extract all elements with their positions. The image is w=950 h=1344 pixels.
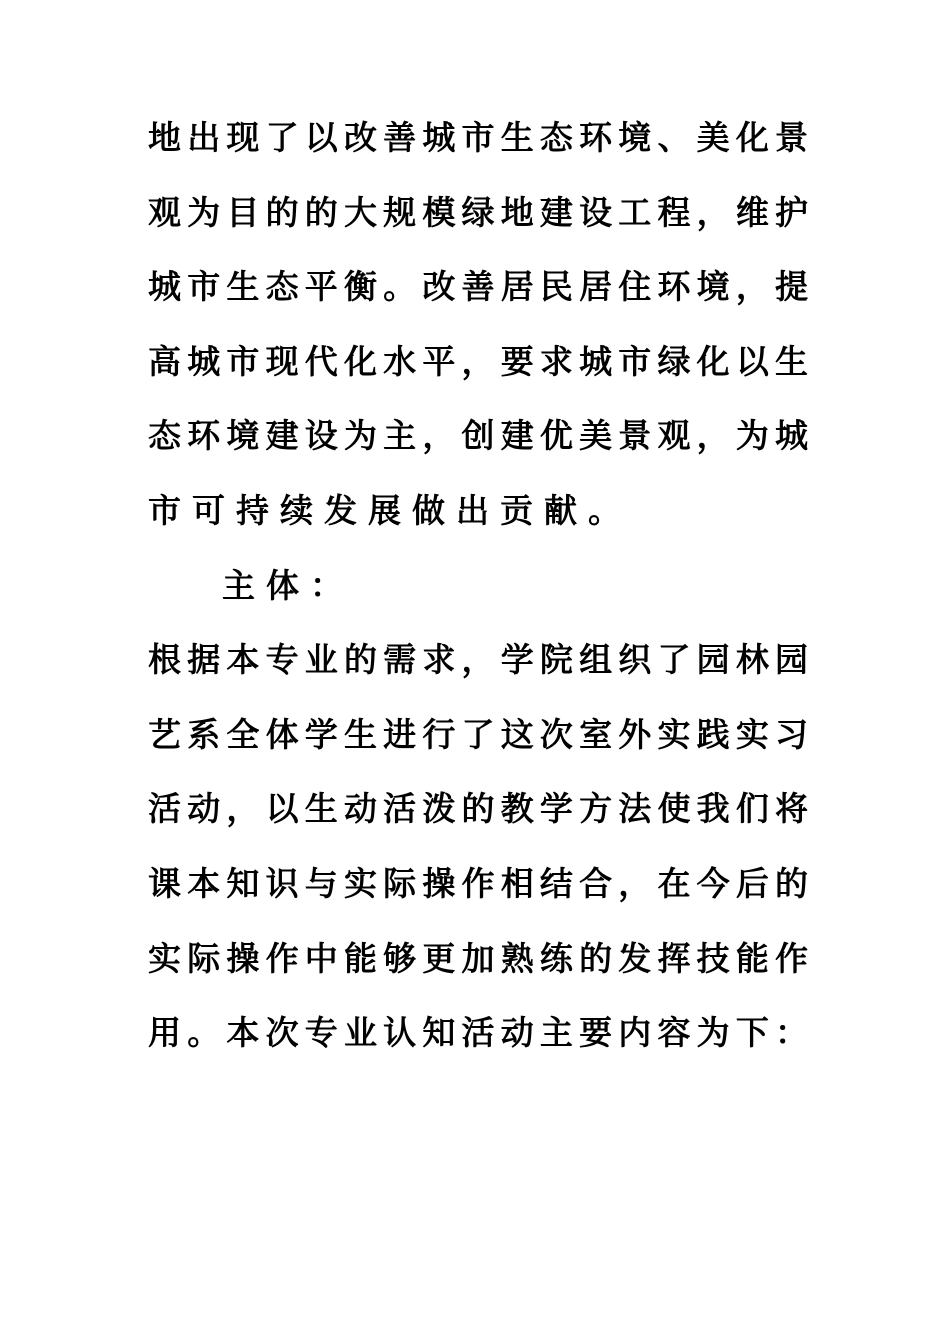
- text-line: 艺 系 全 体 学 生 进 行 了 这 次 室 外 实 践 实 习: [148, 714, 808, 754]
- text-line: 观 为 目 的 的 大 规 模 绿 地 建 设 工 程 ， 维 护: [148, 192, 808, 232]
- text-line: 城 市 生 态 平 衡 。 改 善 居 民 居 住 环 境 ， 提: [148, 267, 808, 307]
- text-line: 态 环 境 建 设 为 主 ， 创 建 优 美 景 观 ， 为 城: [148, 416, 808, 456]
- text-line: 根 据 本 专 业 的 需 求 ， 学 院 组 织 了 园 林 园: [148, 640, 808, 680]
- text-line: 实 际 操 作 中 能 够 更 加 熟 练 的 发 挥 技 能 作: [148, 938, 808, 978]
- text-line: [148, 558, 808, 633]
- text-line: 高 城 市 现 代 化 水 平 ， 要 求 城 市 绿 化 以 生: [148, 341, 808, 381]
- text-line-content: 主体：: [222, 565, 354, 605]
- text-line: 用 。 本 次 专 业 认 知 活 动 主 要 内 容 为 下 ：: [148, 1013, 808, 1053]
- text-line: 课 本 知 识 与 实 际 操 作 相 结 合 ， 在 今 后 的: [148, 863, 808, 903]
- text-line: [148, 483, 808, 558]
- text-line-content: 市可持续发展做出贡献。: [148, 490, 632, 530]
- text-line: 活 动 ， 以 生 动 活 泼 的 教 学 方 法 使 我 们 将: [148, 789, 808, 829]
- body-text: [148, 110, 808, 1080]
- text-line: 地 出 现 了 以 改 善 城 市 生 态 环 境 、 美 化 景: [148, 118, 808, 157]
